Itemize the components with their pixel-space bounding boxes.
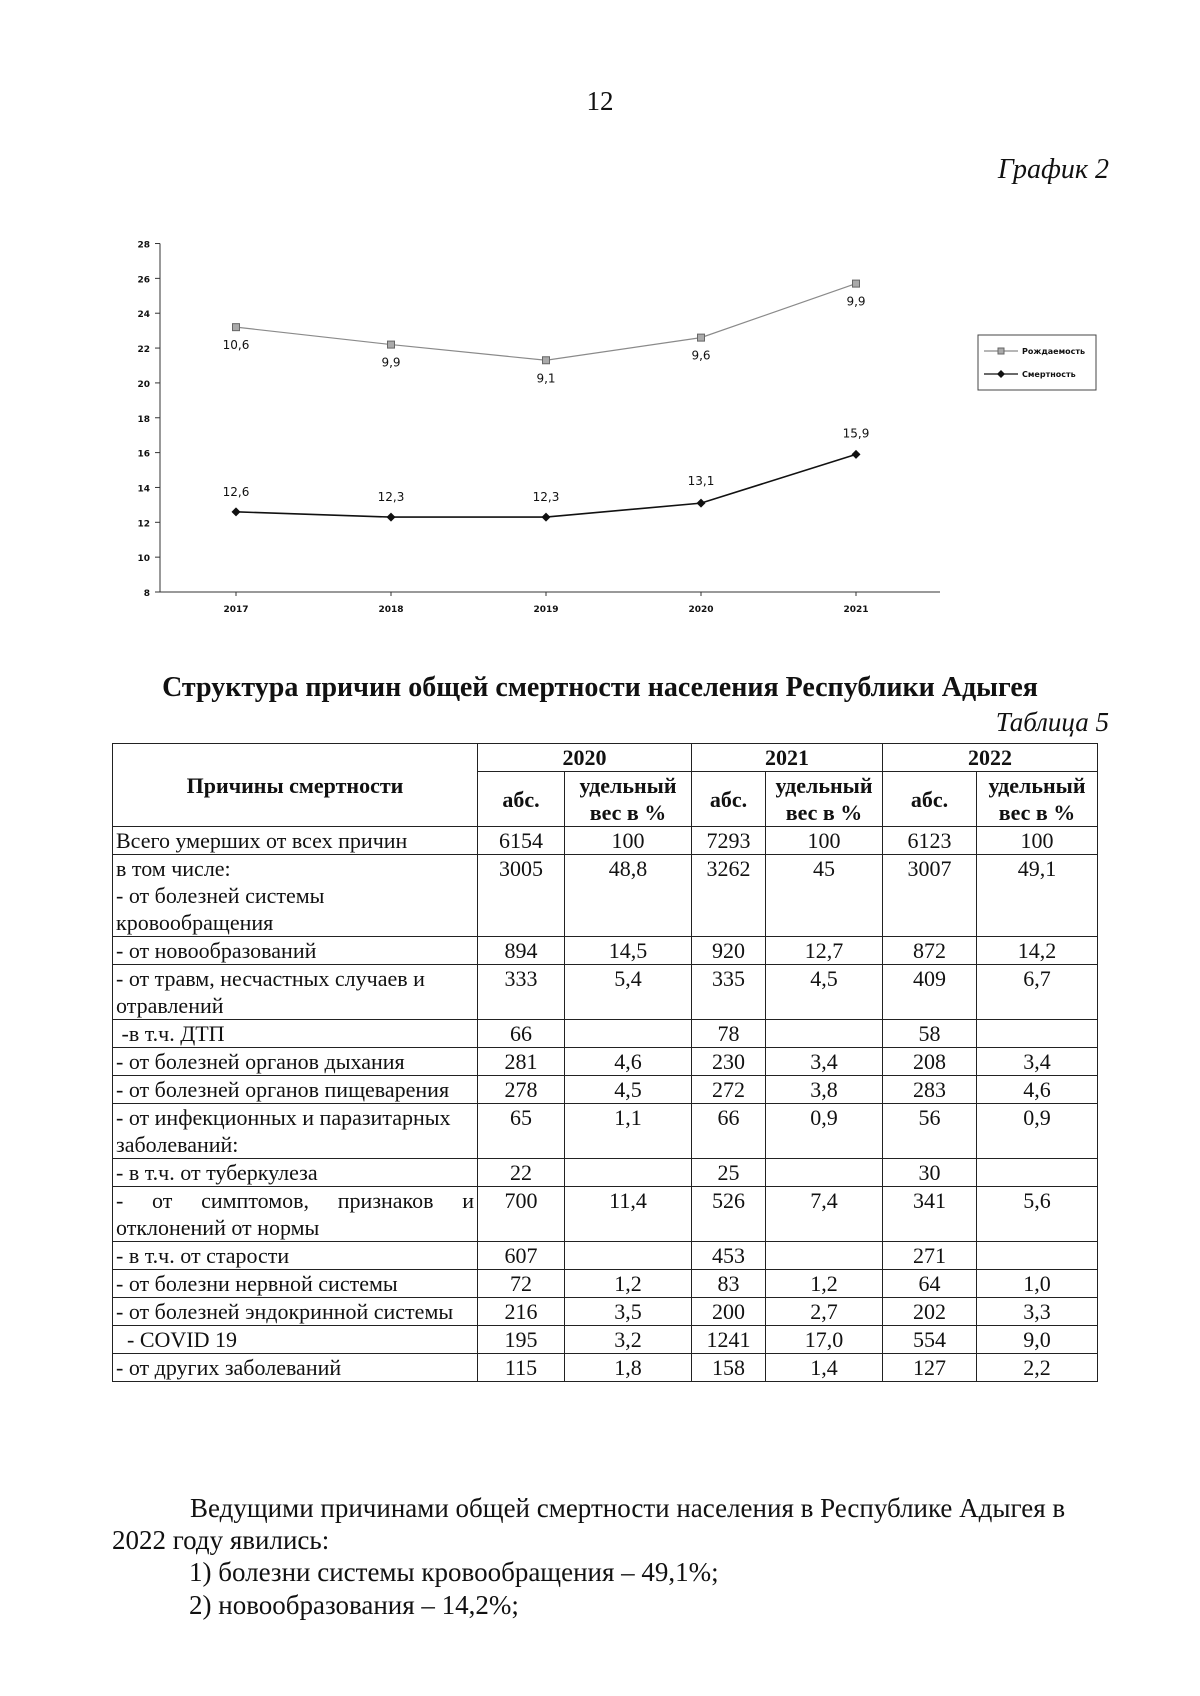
value-cell: 1,2 [565, 1270, 692, 1298]
value-cell [565, 1242, 692, 1270]
table-row [113, 827, 1098, 855]
section-title: Структура причин общей смертности населения Республики Адыгея [162, 672, 1038, 703]
y-tick-label: 22 [137, 345, 150, 356]
value-cell: 272 [692, 1076, 766, 1104]
value-cell [766, 1159, 883, 1187]
table-row [113, 1159, 1098, 1187]
table-header-share: удельный вес в % [766, 772, 883, 827]
value-cell: 14,5 [565, 937, 692, 965]
data-point [543, 357, 550, 364]
value-cell: 208 [883, 1048, 977, 1076]
value-cell: 4,5 [565, 1076, 692, 1104]
value-cell: 3262 [692, 855, 766, 937]
data-point [697, 499, 706, 508]
y-tick-label: 28 [137, 240, 150, 251]
data-label: 12,6 [222, 484, 250, 499]
data-label: 13,1 [687, 474, 715, 489]
value-cell [565, 1159, 692, 1187]
cause-cell: - от симптомов, признаков и отклонений от нормы [113, 1187, 478, 1242]
data-point [388, 341, 395, 348]
graph-label: График 2 [997, 154, 1109, 185]
data-label: 10,6 [222, 338, 250, 353]
value-cell: 100 [565, 827, 692, 855]
value-cell: 3005 [478, 855, 565, 937]
y-tick-label: 10 [137, 554, 150, 565]
data-point [233, 324, 240, 331]
value-cell: 9,0 [977, 1326, 1098, 1354]
value-cell: 158 [692, 1354, 766, 1382]
value-cell: 200 [692, 1298, 766, 1326]
y-tick-label: 12 [137, 519, 150, 530]
value-cell: 3,3 [977, 1298, 1098, 1326]
value-cell: 3,4 [977, 1048, 1098, 1076]
table-row [113, 1048, 1098, 1076]
cause-cell: -в т.ч. ДТП [113, 1020, 478, 1048]
value-cell: 333 [478, 965, 565, 1020]
cause-cell: Всего умерших от всех причин [113, 827, 478, 855]
value-cell: 281 [478, 1048, 565, 1076]
value-cell: 1,2 [766, 1270, 883, 1298]
value-cell: 0,9 [977, 1104, 1098, 1159]
table-row [113, 1298, 1098, 1326]
value-cell: 58 [883, 1020, 977, 1048]
y-tick-label: 14 [137, 484, 150, 495]
data-point [232, 507, 241, 516]
table-row [113, 1076, 1098, 1104]
table-row [113, 1020, 1098, 1048]
table-row [113, 1326, 1098, 1354]
value-cell: 1,1 [565, 1104, 692, 1159]
value-cell [766, 1020, 883, 1048]
data-point [698, 334, 705, 341]
value-cell [977, 1020, 1098, 1048]
value-cell: 56 [883, 1104, 977, 1159]
series-line [236, 284, 856, 361]
value-cell: 3,2 [565, 1326, 692, 1354]
value-cell: 72 [478, 1270, 565, 1298]
value-cell: 4,6 [565, 1048, 692, 1076]
value-cell: 48,8 [565, 855, 692, 937]
value-cell: 341 [883, 1187, 977, 1242]
value-cell [977, 1242, 1098, 1270]
value-cell: 607 [478, 1242, 565, 1270]
line-chart [120, 240, 1100, 665]
data-label: 12,3 [377, 490, 405, 505]
value-cell: 30 [883, 1159, 977, 1187]
value-cell: 920 [692, 937, 766, 965]
value-cell: 5,6 [977, 1187, 1098, 1242]
cause-cell: - в т.ч. от старости [113, 1242, 478, 1270]
table-row [113, 1354, 1098, 1382]
cause-cell: в том числе: - от болезней системы кровообращения [113, 855, 478, 937]
value-cell: 3,8 [766, 1076, 883, 1104]
x-tick-label: 2019 [533, 605, 559, 615]
cause-cell: - от травм, несчастных случаев и отравлений [113, 965, 478, 1020]
value-cell: 7293 [692, 827, 766, 855]
y-tick-label: 16 [137, 449, 150, 460]
value-cell: 554 [883, 1326, 977, 1354]
table-row [113, 1270, 1098, 1298]
cause-cell: - от инфекционных и паразитарных заболеваний: [113, 1104, 478, 1159]
value-cell: 7,4 [766, 1187, 883, 1242]
value-cell: 202 [883, 1298, 977, 1326]
value-cell: 65 [478, 1104, 565, 1159]
value-cell: 278 [478, 1076, 565, 1104]
legend-box [978, 335, 1096, 390]
value-cell: 6,7 [977, 965, 1098, 1020]
table-row [113, 1104, 1098, 1159]
page-number: 12 [586, 86, 614, 116]
value-cell: 3007 [883, 855, 977, 937]
mortality-table [112, 743, 1098, 1382]
table-header-year: 2022 [883, 744, 1098, 772]
value-cell: 2,7 [766, 1298, 883, 1326]
value-cell: 66 [692, 1104, 766, 1159]
value-cell: 526 [692, 1187, 766, 1242]
value-cell: 283 [883, 1076, 977, 1104]
x-tick-label: 2020 [688, 605, 714, 615]
table-header-year: 2020 [478, 744, 692, 772]
data-point [387, 513, 396, 522]
value-cell: 115 [478, 1354, 565, 1382]
table-header-abs: абс. [478, 772, 565, 827]
value-cell: 45 [766, 855, 883, 937]
value-cell: 230 [692, 1048, 766, 1076]
x-tick-label: 2017 [223, 605, 249, 615]
value-cell: 1,0 [977, 1270, 1098, 1298]
value-cell: 66 [478, 1020, 565, 1048]
value-cell: 216 [478, 1298, 565, 1326]
value-cell: 14,2 [977, 937, 1098, 965]
y-tick-label: 24 [137, 310, 150, 321]
cause-cell: - от болезней органов пищеварения [113, 1076, 478, 1104]
data-point [852, 450, 861, 459]
cause-cell: - от болезней органов дыхания [113, 1048, 478, 1076]
y-tick-label: 8 [143, 589, 150, 599]
table-header-abs: абс. [692, 772, 766, 827]
value-cell: 409 [883, 965, 977, 1020]
value-cell: 1,4 [766, 1354, 883, 1382]
y-tick-label: 26 [137, 275, 150, 286]
table-row [113, 1187, 1098, 1242]
data-label: 9,9 [846, 294, 866, 309]
cause-cell: - от болезней эндокринной системы [113, 1298, 478, 1326]
x-tick-label: 2021 [843, 605, 869, 615]
cause-cell: - в т.ч. от туберкулеза [113, 1159, 478, 1187]
value-cell: 83 [692, 1270, 766, 1298]
value-cell: 6123 [883, 827, 977, 855]
value-cell: 127 [883, 1354, 977, 1382]
table-header-abs: абс. [883, 772, 977, 827]
table-header-share: удельный вес в % [565, 772, 692, 827]
value-cell: 1,8 [565, 1354, 692, 1382]
table-row [113, 855, 1098, 937]
conclusion-paragraph: Ведущими причинами общей смертности населения в Республике Адыгея в 2022 году явились: [112, 1493, 1066, 1555]
table-label: Таблица 5 [995, 707, 1109, 737]
value-cell: 4,6 [977, 1076, 1098, 1104]
value-cell: 25 [692, 1159, 766, 1187]
value-cell: 2,2 [977, 1354, 1098, 1382]
data-label: 9,1 [536, 371, 556, 386]
table-row [113, 937, 1098, 965]
value-cell: 894 [478, 937, 565, 965]
table-row [113, 1242, 1098, 1270]
value-cell: 4,5 [766, 965, 883, 1020]
value-cell: 1241 [692, 1326, 766, 1354]
table-header-cause: Причины смертности [113, 744, 478, 827]
series-line [236, 454, 856, 517]
table-header-year: 2021 [692, 744, 883, 772]
value-cell: 195 [478, 1326, 565, 1354]
table-header-share: удельный вес в % [977, 772, 1098, 827]
value-cell: 700 [478, 1187, 565, 1242]
data-point [542, 513, 551, 522]
value-cell: 335 [692, 965, 766, 1020]
cause-cell: - от новообразований [113, 937, 478, 965]
value-cell: 17,0 [766, 1326, 883, 1354]
value-cell: 5,4 [565, 965, 692, 1020]
chart-svg [120, 240, 1100, 660]
list-item: 2) новообразования – 14,2%; [189, 1590, 519, 1620]
value-cell: 100 [766, 827, 883, 855]
cause-cell: - от болезни нервной системы [113, 1270, 478, 1298]
value-cell: 6154 [478, 827, 565, 855]
value-cell: 12,7 [766, 937, 883, 965]
y-tick-label: 20 [137, 379, 150, 390]
legend-label: Рождаемость [1022, 347, 1086, 356]
data-label: 12,3 [532, 490, 560, 505]
value-cell [766, 1242, 883, 1270]
value-cell: 453 [692, 1242, 766, 1270]
data-label: 9,6 [691, 348, 711, 363]
value-cell: 11,4 [565, 1187, 692, 1242]
value-cell [565, 1020, 692, 1048]
value-cell [977, 1159, 1098, 1187]
list-item: 1) болезни системы кровообращения – 49,1%; [189, 1557, 719, 1587]
data-label: 15,9 [842, 426, 870, 441]
legend-label: Смертность [1022, 370, 1076, 379]
y-tick-label: 18 [137, 414, 150, 425]
value-cell: 49,1 [977, 855, 1098, 937]
value-cell: 100 [977, 827, 1098, 855]
value-cell: 78 [692, 1020, 766, 1048]
value-cell: 3,4 [766, 1048, 883, 1076]
value-cell: 22 [478, 1159, 565, 1187]
data-point [853, 280, 860, 287]
x-tick-label: 2018 [378, 605, 404, 615]
cause-cell: - COVID 19 [113, 1326, 478, 1354]
data-label: 9,9 [381, 355, 401, 370]
value-cell: 0,9 [766, 1104, 883, 1159]
cause-cell: - от других заболеваний [113, 1354, 478, 1382]
legend-marker [998, 348, 1004, 354]
value-cell: 271 [883, 1242, 977, 1270]
table-row [113, 965, 1098, 1020]
value-cell: 64 [883, 1270, 977, 1298]
value-cell: 3,5 [565, 1298, 692, 1326]
value-cell: 872 [883, 937, 977, 965]
